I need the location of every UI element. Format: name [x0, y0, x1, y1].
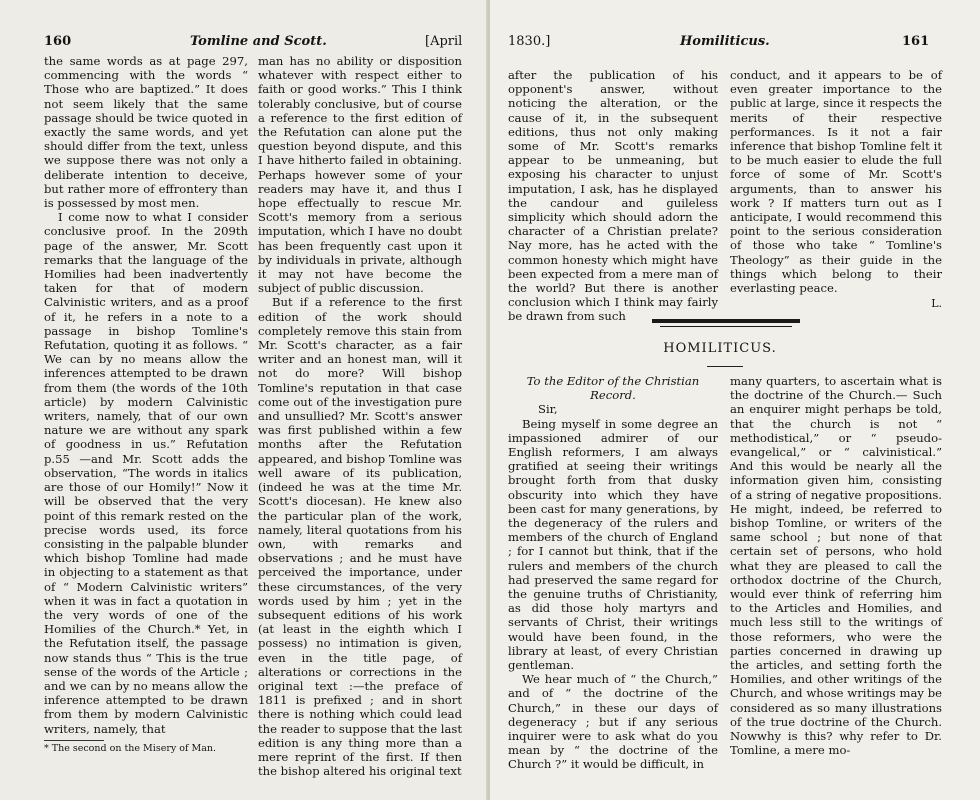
signature: L.: [931, 297, 942, 311]
paragraph: many quarters, to ascertain what is the doctrine of the Church.— Such an enquirer might perhaps be told, that the church is not “ methodistical,” or “ pseudo-evangelical,” or “ calvinistical.” And this would be nearly all the information given him, consisting of a string of negative propositions. He might, indeed, be referred to bishop Tomline, or writers of the same school ; but none of that certain set of persons, who hold what they are pleased to call the orthodox doctrine of the Church, would ever think of referring him to the Articles and Homilies, and much less still to the writings of those reformers, who were the parties concerned in drawing up the articles, and setting forth the Homilies, and other writings of the Church, and whose writings may be considered as so many illustrations of the true doctrine of the Church. Nowwhy is this? why refer to Dr. Tomline, a mere mo-: [730, 374, 942, 758]
paragraph: We hear much of “ the Church,” and of “ the doctrine of the Church,” in these our days of degeneracy ; but if any serious inquirer were to ask what do you mean by “ the doctrine of the Church ?” it would be difficult, in: [508, 672, 718, 772]
paragraph: Being myself in some degree an impassioned admirer of our English reformers, I am always gratified at seeing their writings brought forth from that dusky obscurity into which they have been cast for many generations, by the degeneracy of the rulers and members of the church of England ; for I cannot but think, that if the rulers and members of the church had preserved the same regard for the genuine truths of Christianity, as did those holy martyrs and servants of Christ, their writings would have been found, in the library at least, of every Christian gentleman.: [508, 416, 718, 673]
left-running-head: Tomline and Scott.: [190, 34, 327, 49]
salutation: Sir,: [538, 402, 558, 417]
left-page-header: [0, 34, 488, 52]
right-column-2-top: [730, 68, 942, 311]
right-running-head: Homiliticus.: [680, 34, 770, 49]
left-page-number: 160: [44, 34, 72, 49]
right-column-1-bottom: [508, 374, 718, 772]
left-page: [0, 0, 488, 800]
paragraph: man has no ability or disposition whatever with respect either to faith or good works.” This I think tolerably conclusive, but of course a reference to the first edition of the Refutation can alone put the question beyond dispute, and this I have hitherto failed in obtaining. Perhaps however some of your readers may have it, and thus I hope effectually to rescue Mr. Scott's memory from a serious imputation, which I have no doubt has been frequently cast upon it by individuals in private, although it may not have become the subject of public discussion.: [258, 54, 462, 296]
section-small-rule: [707, 366, 743, 367]
right-column-1-top: [508, 68, 718, 324]
paragraph: conduct, and it appears to be of even greater importance to the public at large, since it respects the merits of their respective performances. Is it not a fair inference that bishop Tomline felt it to be much easier to elude the full force of some of Mr. Scott's arguments, than to answer his work ? If matters turn out as I anticipate, I would recommend this point to the serious consideration of those who take “ Tomline's Theology” as their guide in the things which belong to their everlasting peace.: [730, 68, 942, 296]
paragraph: after the publication of his opponent's answer, without noticing the alteration, or the cause of it, in the subsequent editions, thus not only making some of Mr. Scott's remarks appear to be unmeaning, but exposing his character to unjust imputation, I ask, has he displayed the candour and guileless simplicity which should adorn the character of a Christian prelate? Nay more, has he acted with the common honesty which might have been expected from a mere man of the world? But there is another conclusion which I think may fairly be drawn from such: [508, 68, 718, 324]
left-date-head: [April: [425, 34, 463, 49]
left-column-2: [258, 54, 462, 778]
left-column-1: [44, 54, 248, 754]
footnote: * The second on the Misery of Man.: [44, 742, 217, 754]
right-year-head: 1830.]: [508, 34, 551, 49]
paragraph: I come now to what I consider conclusive proof. In the 209th page of the answer, Mr. Scott remarks that the language of the Homilies had been inadvertently taken for that of modern Calvinistic writers, and as a proof of it, he refers in a note to a passage in bishop Tomline's Refutation, quoting it as follows. “ We can by no means allow the inferences attempted to be drawn from them (the words of the 10th article) by modern Calvinistic writers, namely, that of our own nature we are without any spark of goodness in us.” Refutation p.55 —and Mr. Scott adds the observation, “The words in italics are those of our Homily!” Now it will be observed that the very point of this remark rested on the precise words used, its force consisting in the palpable blunder which bishop Tomline had made in objecting to a statement as that of “ Modern Calvinistic writers” when it was in fact a quotation in the very words of one of the Homilies of the Church.* Yet, in the Refutation itself, the passage now stands thus “ This is the true sense of the words of the Article ; and we can by no means allow the inference attempted to be drawn from them by modern Calvinistic writers, namely, that: [44, 210, 248, 736]
paragraph: the same words as at page 297, commencing with the words “ Those who are baptized.” It does not seem likely that the same passage should be twice quoted in exactly the same words, and yet should differ from the text, unless we suppose there was not only a deliberate intention to deceive, but rather more of effrontery than is possessed by most men.: [44, 54, 248, 211]
right-column-2-bottom: [730, 374, 942, 757]
section-divider-thick: [652, 319, 800, 323]
editor-address: To the Editor of the Christian Record.: [526, 374, 700, 403]
right-page-number: 161: [902, 34, 930, 49]
footnote-rule: [44, 740, 104, 741]
section-title: HOMILITICUS.: [663, 341, 777, 356]
right-page-header: [490, 34, 980, 52]
section-divider-thin: [660, 326, 792, 327]
paragraph: But if a reference to the first edition of the work should completely remove this stain from Mr. Scott's character, as a fair writer and an honest man, will it not do more? Will bishop Tomline's reputation in that case come out of the investigation pure and unsullied? Mr. Scott's answer was first published within a few months after the Refutation appeared, and bishop Tomline was well aware of its publication, (indeed he was at the time Mr. Scott's diocesan). He knew also the particular plan of the work, namely, literal quotations from his own, with remarks and observations ; and he must have perceived the importance, under these circumstances, of the very words used by him ; yet in the subsequent editions of his work (at least in the eighth which I possess) no intimation is given, even in the title page, of alterations or corrections in the original text :—the preface of 1811 is prefixed ; and in short there is nothing which could lead the reader to suppose that the last edition is any thing more than a mere reprint of the first. If then the bishop altered his original text: [258, 295, 462, 779]
